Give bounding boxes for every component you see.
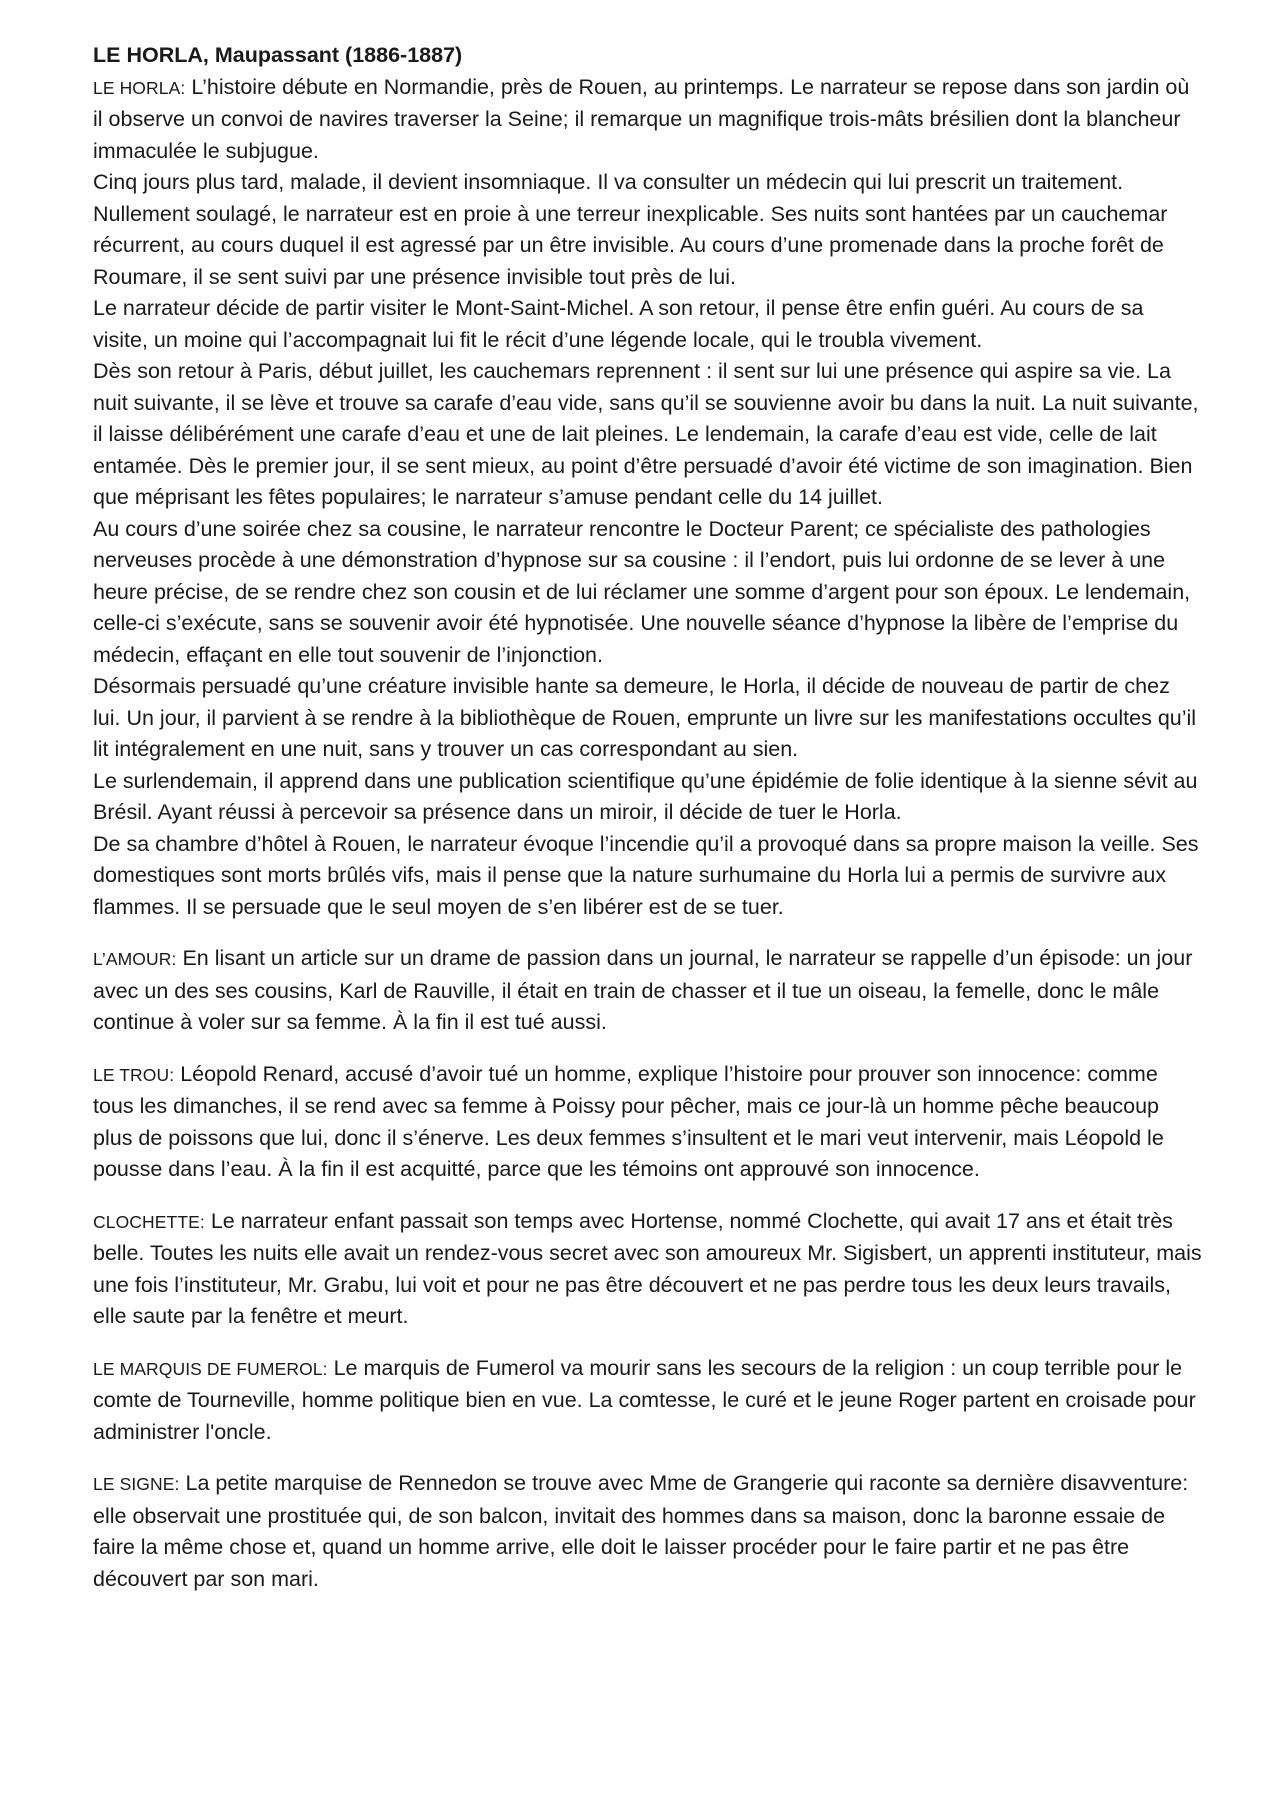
section-paragraph: Désormais persuadé qu’une créature invisible hante sa demeure, le Horla, il décide de nouveau de partir de chez lui. Un jour, il parvient à se rendre à la bibliothèque de Rouen, emprunte un livre sur les manifestations occultes qu’il lit intégralement en une nuit, sans y trouver un cas correspondant au sien. bbox=[93, 674, 1197, 761]
section-le-horla bbox=[93, 72, 1203, 924]
document-title: LE HORLA, Maupassant (1886-1887) bbox=[93, 43, 463, 67]
section-paragraph: Le surlendemain, il apprend dans une publication scientifique qu’une épidémie de folie identique à la sienne sévit au Brésil. Ayant réussi à percevoir sa présence dans un miroir, il décide de tuer le Horla. bbox=[93, 768, 1198, 824]
section-label: CLOCHETTE: bbox=[93, 1211, 205, 1232]
section-paragraph: De sa chambre d’hôtel à Rouen, le narrateur évoque l’incendie qu’il a provoqué dans sa propre maison la veille. Ses domestiques sont morts brûlés vifs, mais il pense que la nature surhumaine du Horla lui a permis de survivre aux flammes. Il se persuade que le seul moyen de s’en libérer est de se tuer. bbox=[93, 831, 1199, 919]
section-clochette bbox=[93, 1206, 1203, 1333]
paragraph-text: Le marquis de Fumerol va mourir sans les secours de la religion : un coup terrible pour le comte de Tourneville, homme politique bien en vue. La comtesse, le curé et le jeune Roger partent en croisade pour administrer l'oncle. bbox=[93, 1355, 1196, 1444]
section-label: L’AMOUR: bbox=[93, 949, 177, 969]
section-paragraph bbox=[93, 943, 1203, 1039]
section-l-amour bbox=[93, 943, 1203, 1039]
paragraph-text: L’histoire débute en Normandie, près de Rouen, au printemps. Le narrateur se repose dans son jardin où il observe un convoi de navires traverser la Seine; il remarque un magnifique trois-mâts brésilien dont la blancheur immaculée le subjugue. bbox=[93, 74, 1190, 163]
paragraph-text: En lisant un article sur un drame de passion dans un journal, le narrateur se rappelle d’un épisode: un jour avec un des ses cousins, Karl de Rauville, il était en train de chasser et il tue un oiseau, la femelle, donc le mâle continue à voler sur sa femme. À la fin il est tué aussi. bbox=[93, 946, 1193, 1034]
section-label: LE TROU: bbox=[93, 1064, 175, 1085]
paragraph-text: Le narrateur enfant passait son temps avec Hortense, nommé Clochette, qui avait 17 ans et était très belle. Toutes les nuits elle avait un rendez-vous secret avec son amoureux Mr. Sigisbert, un apprenti instituteur, mais une fois l’instituteur, Mr. Grabu, lui voit et pour ne pas être découvert et ne pas perdre tous les deux leurs travails, elle saute par la fenêtre et meurt. bbox=[93, 1208, 1202, 1328]
section-paragraph bbox=[93, 1468, 1203, 1595]
section-label: LE MARQUIS DE FUMEROL: bbox=[93, 1358, 328, 1379]
section-paragraph bbox=[93, 1353, 1203, 1449]
section-paragraph bbox=[93, 1206, 1203, 1333]
paragraph-text: Léopold Renard, accusé d’avoir tué un homme, explique l’histoire pour prouver son innocence: comme tous les dimanches, il se rend avec sa femme à Poissy pour pêcher, mais ce jour-là un homme pêche beaucoup plus de poissons que lui, donc il s’énerve. Les deux femmes s’insultent et le mari veut intervenir, mais Léopold le pousse dans l’eau. À la fin il est acquitté, parce que les témoins ont approuvé son innocence. bbox=[93, 1061, 1164, 1181]
section-paragraph: Au cours d’une soirée chez sa cousine, le narrateur rencontre le Docteur Parent; ce spécialiste des pathologies nerveuses procède à une démonstration d’hypnose sur sa cousine : il l’endort, puis lui ordonne de se lever à une heure précise, de se rendre chez son cousin et de lui réclamer une somme d’argent pour son époux. Le lendemain, celle-ci s’exécute, sans se souvenir avoir été hypnotisée. Une nouvelle séance d’hypnose la libère de l’emprise du médecin, effaçant en elle tout souvenir de l’injonction. bbox=[93, 516, 1191, 667]
paragraph-text: La petite marquise de Rennedon se trouve avec Mme de Grangerie qui raconte sa dernière disavventure: elle observait une prostituée qui, de son balcon, invitait des hommes dans sa maison, donc la baronne essaie de faire la même chose et, quand un homme arrive, elle doit le laisser procéder pour le faire partir et ne pas être découvert par son mari. bbox=[93, 1471, 1189, 1591]
section-paragraph bbox=[93, 1059, 1203, 1186]
section-paragraph: Le narrateur décide de partir visiter le Mont-Saint-Michel. A son retour, il pense être enfin guéri. Au cours de sa visite, un moine qui l’accompagnait lui fit le récit d’une légende locale, qui le troubla vivement. bbox=[93, 296, 1144, 352]
section-le-trou bbox=[93, 1059, 1203, 1186]
document-page bbox=[93, 40, 1203, 1615]
section-label: LE SIGNE: bbox=[93, 1474, 180, 1494]
section-le-marquis-de-fumerol bbox=[93, 1353, 1203, 1449]
section-paragraph: Cinq jours plus tard, malade, il devient insomniaque. Il va consulter un médecin qui lui prescrit un traitement. Nullement soulagé, le narrateur est en proie à une terreur inexplicable. Ses nuits sont hantées par un cauchemar récurrent, au cours duquel il est agressé par un être invisible. Au cours d’une promenade dans la proche forêt de Roumare, il se sent suivi par une présence invisible tout près de lui. bbox=[93, 170, 1168, 289]
section-paragraph: Dès son retour à Paris, début juillet, les cauchemars reprennent : il sent sur lui une présence qui aspire sa vie. La nuit suivante, il se lève et trouve sa carafe d’eau vide, sans qu’il se souvienne avoir bu dans la nuit. La nuit suivante, il laisse délibérément une carafe d’eau et une de lait pleines. Le lendemain, la carafe d’eau est vide, celle de lait entamée. Dès le premier jour, il se sent mieux, au point d’être persuadé d’avoir été victime de son imagination. Bien que méprisant les fêtes populaires; le narrateur s’amuse pendant celle du 14 juillet. bbox=[93, 359, 1199, 509]
section-le-signe bbox=[93, 1468, 1203, 1595]
section-paragraph bbox=[93, 72, 1203, 168]
section-label: LE HORLA: bbox=[93, 77, 186, 98]
